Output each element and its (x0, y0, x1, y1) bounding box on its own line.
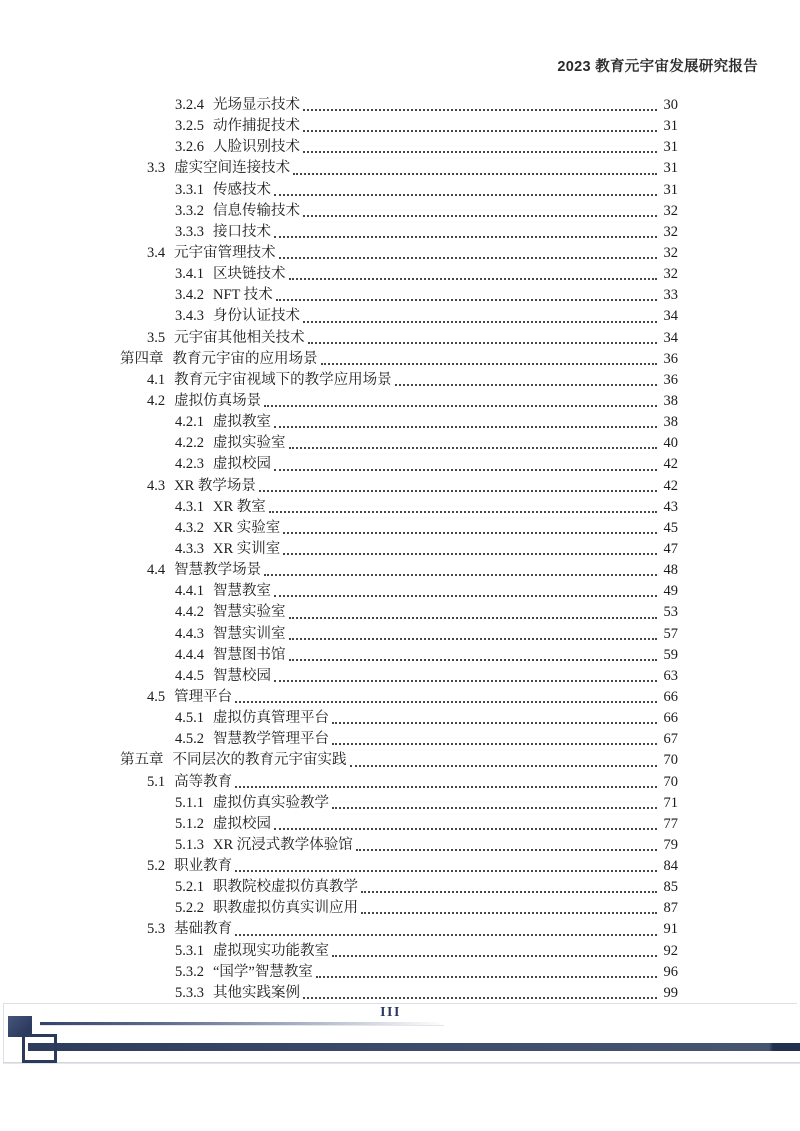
footer-left-hairline (3, 1003, 4, 1063)
toc-entry[interactable] (120, 581, 678, 602)
toc-leader-dots (321, 363, 658, 365)
toc-entry-number: 4.4.3 (175, 625, 204, 642)
toc-entry-number: 5.1.1 (175, 794, 204, 811)
toc-leader-dots (274, 469, 657, 471)
toc-entry-number: 5.3 (147, 921, 166, 938)
toc-entry[interactable] (120, 666, 678, 687)
toc-entry[interactable] (120, 708, 678, 729)
toc-entry-title: “国学”智慧教室 (213, 963, 313, 980)
toc-leader-dots (303, 151, 657, 153)
footer-top-hairline (3, 1003, 797, 1004)
toc-entry-page: 38 (663, 392, 678, 409)
toc-entry-number: 3.3 (147, 160, 166, 177)
toc-entry-number: 4.2.1 (175, 414, 204, 431)
toc-leader-dots (279, 257, 657, 259)
toc-leader-dots (283, 553, 657, 555)
toc-entry-number: 3.4.3 (175, 308, 204, 325)
toc-entry-page: 77 (663, 815, 678, 832)
toc-entry-title: 智慧教学管理平台 (213, 731, 329, 748)
toc-entry-title: 不同层次的教育元宇宙实践 (172, 752, 347, 769)
toc-leader-dots (274, 828, 657, 830)
toc-entry-number: 4.4.2 (175, 604, 204, 621)
toc-entry-number: 4.4.4 (175, 646, 204, 663)
footer-bottom-hairline (3, 1062, 800, 1064)
header-title: 2023 教育元宇宙发展研究报告 (557, 59, 758, 75)
toc-entry[interactable] (120, 222, 678, 243)
toc-leader-dots (308, 342, 657, 344)
toc-entry-title: 职教院校虚拟仿真教学 (213, 879, 358, 896)
toc-entry-number: 4.3.3 (175, 540, 204, 557)
toc-leader-dots (316, 976, 657, 978)
toc-entry[interactable] (120, 518, 678, 539)
toc-entry-title: 动作捕捉技术 (213, 118, 300, 135)
toc-leader-dots (361, 891, 657, 893)
toc-entry[interactable] (120, 602, 678, 623)
toc-leader-dots (356, 849, 657, 851)
toc-entry-title: 虚拟实验室 (213, 435, 286, 452)
toc-entry-number: 3.3.2 (175, 202, 204, 219)
toc-leader-dots (289, 659, 658, 661)
toc-entry-page: 47 (663, 540, 678, 557)
toc-entry-page: 32 (663, 244, 678, 261)
toc-entry-title: XR 教学场景 (174, 477, 256, 494)
toc-entry-page: 31 (663, 160, 678, 177)
toc-leader-dots (293, 173, 657, 175)
toc-entry-number: 5.2.1 (175, 879, 204, 896)
toc-entry-title: 虚拟校园 (213, 815, 271, 832)
footer-thick-bar (28, 1043, 800, 1051)
toc-leader-dots (289, 278, 658, 280)
toc-entry-number: 3.2.5 (175, 118, 204, 135)
toc-entry-page: 79 (663, 836, 678, 853)
toc-entry-title: 智慧校园 (213, 667, 271, 684)
footer-thin-rule (40, 1022, 444, 1025)
toc-entry-title: 智慧教室 (213, 583, 271, 600)
toc-entry-number: 4.4 (147, 562, 166, 579)
toc-entry-page: 66 (663, 710, 678, 727)
toc-entry-number: 5.1.3 (175, 836, 204, 853)
toc-entry-title: 虚拟现实功能教室 (213, 942, 329, 959)
toc-entry-title: 虚拟教室 (213, 414, 271, 431)
toc-entry-number: 5.1.2 (175, 815, 204, 832)
toc-entry-page: 40 (663, 435, 678, 452)
toc-entry[interactable] (120, 877, 678, 898)
toc-leader-dots (283, 532, 657, 534)
toc-entry[interactable] (120, 243, 678, 264)
toc-leader-dots (289, 617, 658, 619)
toc-entry[interactable] (120, 328, 678, 349)
toc-entry-page: 49 (663, 583, 678, 600)
toc-entry-page: 31 (663, 118, 678, 135)
toc-leader-dots (332, 955, 657, 957)
toc-entry-page: 70 (663, 752, 678, 769)
toc-entry[interactable] (120, 835, 678, 856)
toc-entry-title: XR 教室 (213, 498, 266, 515)
toc-entry-number: 3.3.3 (175, 223, 204, 240)
toc-entry[interactable] (120, 539, 678, 560)
toc-entry[interactable] (120, 898, 678, 919)
toc-entry[interactable] (120, 476, 678, 497)
toc-entry-page: 43 (663, 498, 678, 515)
toc-leader-dots (303, 130, 657, 132)
toc-leader-dots (289, 638, 658, 640)
toc-entry-title: 智慧实训室 (213, 625, 286, 642)
toc-entry[interactable] (120, 814, 678, 835)
toc-entry-number: 4.4.5 (175, 667, 204, 684)
toc-entry-number: 4.4.1 (175, 583, 204, 600)
toc-entry[interactable] (120, 919, 678, 940)
toc-leader-dots (274, 194, 657, 196)
toc-entry[interactable] (120, 793, 678, 814)
toc-entry-title: XR 实验室 (213, 519, 281, 536)
toc-leader-dots (235, 934, 657, 936)
toc-entry-number: 4.5.2 (175, 731, 204, 748)
toc-entry-number: 4.5 (147, 688, 166, 705)
toc-entry[interactable] (120, 687, 678, 708)
toc-entry-page: 99 (663, 984, 678, 1001)
toc-entry-title: 职业教育 (174, 858, 233, 875)
toc-entry-page: 31 (663, 139, 678, 156)
toc-entry-page: 36 (663, 371, 678, 388)
toc-leader-dots (332, 743, 657, 745)
toc-entry[interactable] (120, 962, 678, 983)
toc-entry-title: 身份认证技术 (213, 308, 300, 325)
toc-entry-number: 4.3 (147, 477, 166, 494)
toc-entry-page: 53 (663, 604, 678, 621)
toc-entry-number: 5.3.2 (175, 963, 204, 980)
toc-entry-number: 3.4.2 (175, 287, 204, 304)
toc-entry-title: 虚实空间连接技术 (174, 160, 291, 177)
toc-entry-title: 虚拟仿真管理平台 (213, 710, 329, 727)
toc-entry[interactable] (120, 180, 678, 201)
toc-entry-title: 虚拟校园 (213, 456, 271, 473)
toc-leader-dots (264, 405, 657, 407)
toc-list (120, 95, 678, 1004)
toc-leader-dots (264, 574, 657, 576)
toc-entry[interactable] (120, 158, 678, 179)
toc-entry-title: 光场显示技术 (213, 97, 300, 113)
toc-entry-page: 48 (663, 562, 678, 579)
toc-entry-number: 3.2.6 (175, 139, 204, 156)
toc-entry-number: 3.4.1 (175, 266, 204, 283)
toc-entry[interactable] (120, 941, 678, 962)
toc-leader-dots (269, 511, 657, 513)
toc-entry-title: NFT 技术 (213, 287, 273, 304)
toc-entry-number: 4.2.3 (175, 456, 204, 473)
toc-leader-dots (303, 215, 657, 217)
toc-entry-page: 34 (663, 329, 678, 346)
toc-leader-dots (332, 807, 657, 809)
toc-entry-number: 3.2.4 (175, 97, 204, 113)
toc-leader-dots (235, 701, 657, 703)
toc-entry-number: 5.3.3 (175, 984, 204, 1001)
footer-filled-square (8, 1016, 32, 1037)
toc-entry-title: XR 沉浸式教学体验馆 (213, 836, 353, 853)
toc-leader-dots (303, 109, 657, 111)
toc-entry[interactable] (120, 285, 678, 306)
toc-entry-number: 第五章 (120, 752, 164, 769)
toc-entry-page: 30 (663, 97, 678, 113)
toc-leader-dots (361, 912, 657, 914)
toc-entry-page: 91 (663, 921, 678, 938)
toc-entry-page: 92 (663, 942, 678, 959)
toc-entry-title: 高等教育 (174, 773, 233, 790)
toc-entry-page: 57 (663, 625, 678, 642)
toc-entry[interactable] (120, 856, 678, 877)
toc-entry-title: 元宇宙管理技术 (174, 244, 276, 261)
toc-entry-page: 71 (663, 794, 678, 811)
toc-entry-title: XR 实训室 (213, 540, 281, 557)
toc-entry[interactable] (120, 497, 678, 518)
toc-leader-dots (289, 447, 658, 449)
toc-entry-number: 第四章 (120, 350, 164, 367)
toc-entry-number: 4.3.1 (175, 498, 204, 515)
toc-entry-title: 智慧图书馆 (213, 646, 286, 663)
toc-leader-dots (395, 384, 657, 386)
toc-leader-dots (274, 426, 657, 428)
toc-entry-number: 5.3.1 (175, 942, 204, 959)
toc-entry[interactable] (120, 137, 678, 158)
toc-leader-dots (274, 595, 657, 597)
toc-entry[interactable] (120, 412, 678, 433)
toc-entry[interactable] (120, 729, 678, 750)
toc-entry[interactable] (120, 624, 678, 645)
toc-entry-number: 5.2 (147, 858, 166, 875)
toc-entry-page: 70 (663, 773, 678, 790)
toc-entry[interactable] (120, 201, 678, 222)
toc-entry-page: 31 (663, 181, 678, 198)
toc-entry-title: 虚拟仿真实验教学 (213, 794, 329, 811)
toc-entry[interactable] (120, 560, 678, 581)
toc-entry-number: 5.2.2 (175, 900, 204, 917)
toc-entry-page: 67 (663, 731, 678, 748)
toc-entry-title: 职教虚拟仿真实训应用 (213, 900, 358, 917)
toc-entry-title: 教育元宇宙的应用场景 (172, 350, 318, 367)
toc-entry[interactable] (120, 645, 678, 666)
toc-entry-title: 虚拟仿真场景 (174, 392, 262, 409)
toc-entry[interactable] (120, 370, 678, 391)
toc-entry[interactable] (120, 95, 678, 116)
toc-entry-title: 教育元宇宙视域下的教学应用场景 (174, 371, 392, 388)
toc-leader-dots (259, 490, 657, 492)
toc-leader-dots (274, 236, 657, 238)
toc-entry-number: 4.2.2 (175, 435, 204, 452)
toc-entry-page: 96 (663, 963, 678, 980)
toc-entry[interactable] (120, 433, 678, 454)
toc-leader-dots (235, 870, 657, 872)
toc-entry-title: 智慧实验室 (213, 604, 286, 621)
toc-entry-page: 84 (663, 858, 678, 875)
footer-outline-square (22, 1034, 57, 1063)
toc-entry-page: 66 (663, 688, 678, 705)
toc-entry[interactable] (120, 772, 678, 793)
toc-entry-title: 智慧教学场景 (174, 562, 262, 579)
toc-entry-page: 33 (663, 287, 678, 304)
toc-entry[interactable] (120, 983, 678, 1004)
toc-entry-number: 3.5 (147, 329, 166, 346)
toc-entry-number: 3.3.1 (175, 181, 204, 198)
toc-entry[interactable] (120, 349, 678, 370)
toc-entry-page: 36 (663, 350, 678, 367)
toc-entry-title: 元宇宙其他相关技术 (174, 329, 305, 346)
toc-entry-page: 34 (663, 308, 678, 325)
toc-entry[interactable] (120, 116, 678, 137)
toc-entry-number: 4.3.2 (175, 519, 204, 536)
toc-leader-dots (274, 680, 657, 682)
toc-entry[interactable] (120, 391, 678, 412)
toc-entry[interactable] (120, 750, 678, 771)
toc-entry-number: 4.1 (147, 371, 166, 388)
toc-leader-dots (276, 299, 657, 301)
page-number: III (380, 1005, 401, 1020)
toc-entry-title: 传感技术 (213, 181, 271, 198)
toc-entry-number: 4.2 (147, 392, 166, 409)
toc-leader-dots (303, 321, 657, 323)
toc-leader-dots (235, 786, 657, 788)
toc-entry-page: 38 (663, 414, 678, 431)
toc-entry-page: 45 (663, 519, 678, 536)
toc-entry-number: 5.1 (147, 773, 166, 790)
toc-entry-title: 其他实践案例 (213, 984, 300, 1001)
toc-leader-dots (350, 765, 658, 767)
toc-entry-number: 4.5.1 (175, 710, 204, 727)
toc-entry-title: 人脸识别技术 (213, 139, 300, 156)
toc-entry-title: 基础教育 (174, 921, 233, 938)
toc-entry-title: 区块链技术 (213, 266, 286, 283)
toc-entry-page: 42 (663, 477, 678, 494)
toc-entry-title: 信息传输技术 (213, 202, 300, 219)
toc-entry-page: 63 (663, 667, 678, 684)
toc-entry[interactable] (120, 264, 678, 285)
toc-entry-title: 接口技术 (213, 223, 271, 240)
toc-entry-page: 32 (663, 266, 678, 283)
toc-entry[interactable] (120, 454, 678, 475)
toc-entry-page: 85 (663, 879, 678, 896)
toc-entry[interactable] (120, 306, 678, 327)
toc-entry-page: 32 (663, 223, 678, 240)
toc-entry-title: 管理平台 (174, 688, 233, 705)
toc-entry-page: 32 (663, 202, 678, 219)
toc-leader-dots (303, 997, 657, 999)
toc-entry-page: 42 (663, 456, 678, 473)
toc-entry-number: 3.4 (147, 244, 166, 261)
toc-leader-dots (332, 722, 657, 724)
toc-entry-page: 87 (663, 900, 678, 917)
toc-entry-page: 59 (663, 646, 678, 663)
